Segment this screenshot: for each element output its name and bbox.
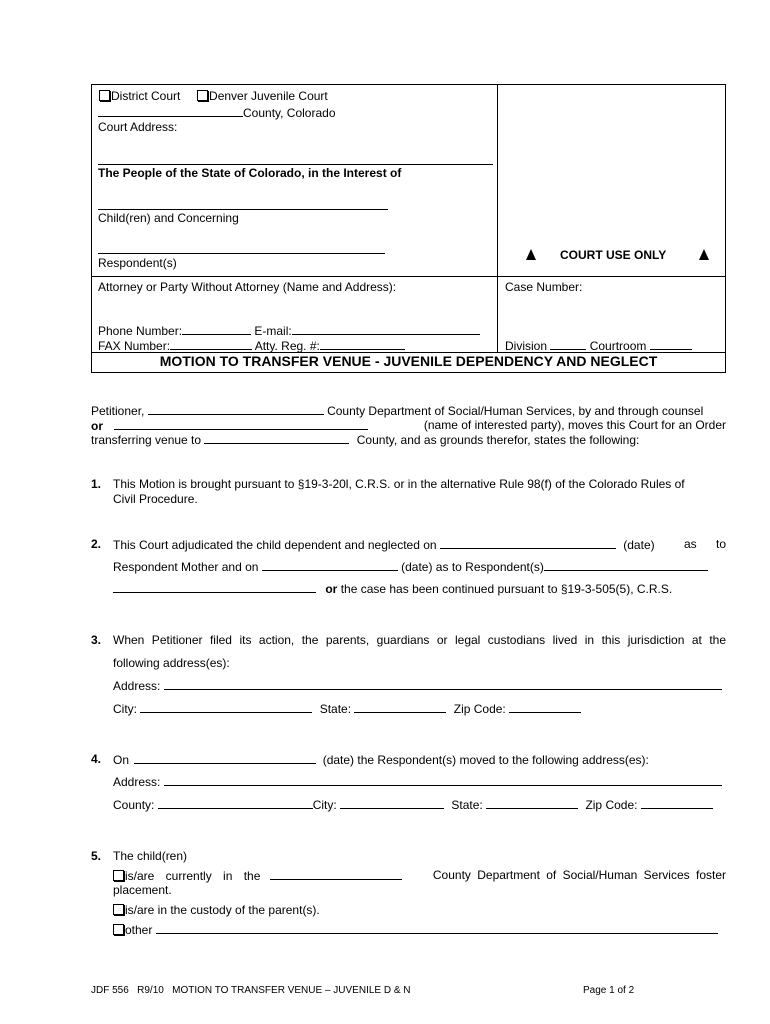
atty-reg-label: Atty. Reg. #:: [254, 339, 320, 353]
item-3-state-blank[interactable]: [354, 701, 446, 713]
court-selection: [99, 89, 328, 103]
item-2-as-label: as: [684, 537, 697, 551]
child-name-blank[interactable]: [98, 209, 388, 210]
respondent-name-blank[interactable]: [98, 253, 385, 254]
foster-county-blank[interactable]: [270, 868, 402, 880]
transfer-county-blank[interactable]: [204, 432, 349, 444]
continued-blank[interactable]: [113, 581, 316, 593]
petitioner-county-blank[interactable]: [148, 403, 324, 415]
item-2-date-b-label: (date) as to Respondent(s): [401, 560, 544, 574]
item-2-date-label: (date): [623, 538, 655, 552]
fax-number-label: FAX Number:: [98, 339, 171, 353]
grounds-label: County, and as grounds therefor, states the following:: [356, 433, 640, 447]
division-label: Division: [505, 339, 548, 353]
item-1-number: 1.: [91, 477, 102, 491]
denver-juvenile-court-label: Denver Juvenile Court: [209, 89, 328, 103]
attorney-label: Attorney or Party Without Attorney (Name and Address):: [98, 280, 397, 294]
item-4-line-a: [113, 752, 649, 767]
respondents-blank[interactable]: [544, 559, 708, 571]
item-3-text-b: following address(es):: [113, 656, 230, 670]
item-1-text-b: Civil Procedure.: [113, 492, 198, 506]
move-date-blank[interactable]: [134, 752, 316, 764]
document-title: MOTION TO TRANSFER VENUE - JUVENILE DEPENDENCY AND NEGLECT: [159, 353, 658, 369]
item-4-number: 4.: [91, 752, 102, 766]
item-4-text: (date) the Respondent(s) moved to the following address(es):: [322, 753, 649, 767]
foster-county-dept-label: County Department of Social/Human Services foster: [432, 868, 726, 882]
item-4-state-blank[interactable]: [486, 797, 578, 809]
intro-line-2: [91, 418, 726, 433]
item-2-number: 2.: [91, 537, 102, 551]
item-3-city-label: City:: [113, 702, 137, 716]
item-3-address-line: [113, 678, 722, 693]
item-3-city-line: [113, 701, 581, 716]
item-3-zip-label: Zip Code:: [453, 702, 506, 716]
item-2-text-a: This Court adjudicated the child dependent and neglected on: [113, 538, 437, 552]
item-2-text-b: Respondent Mother and on: [113, 560, 259, 574]
interested-party-label: (name of interested party), moves this Court for an Order: [423, 418, 726, 432]
triangle-left-icon: [526, 249, 536, 260]
caption-divider: [497, 84, 498, 352]
fax-atty-line: [98, 338, 405, 353]
item-4-on-label: On: [113, 753, 130, 767]
other-blank[interactable]: [156, 922, 718, 934]
item-4-address-line: [113, 774, 722, 789]
item-5-option-custody: [113, 903, 320, 917]
denver-juvenile-court-checkbox[interactable]: [197, 90, 208, 101]
item-5-option-foster: [113, 868, 726, 883]
item-2-line-c: [113, 581, 672, 596]
fax-number-blank[interactable]: [170, 338, 252, 350]
other-checkbox[interactable]: [113, 924, 124, 935]
item-3-text-a: When Petitioner filed its action, the parents, guardians or legal custodians lived in this jurisdiction at the: [113, 633, 726, 647]
phone-email-line: [98, 323, 480, 338]
custody-label: is/are in the custody of the parent(s).: [125, 903, 320, 917]
item-5-option-other: [113, 922, 718, 937]
county-colorado-label: County, Colorado: [243, 106, 336, 120]
item-4-address-label: Address:: [113, 775, 161, 789]
item-2-or-label: or: [325, 582, 338, 596]
people-of-state-label: The People of the State of Colorado, in the Interest of: [98, 166, 402, 180]
court-address-label: Court Address:: [98, 120, 178, 134]
item-4-address-blank[interactable]: [164, 774, 722, 786]
county-blank[interactable]: [98, 105, 243, 117]
phone-number-blank[interactable]: [182, 323, 251, 335]
phone-number-label: Phone Number:: [98, 324, 183, 338]
item-3-zip-blank[interactable]: [509, 701, 581, 713]
item-5-text: The child(ren): [113, 849, 188, 863]
other-label: other: [125, 923, 153, 937]
caption-hline-1: [91, 276, 726, 277]
item-1-text-a: This Motion is brought pursuant to §19-3-20l, C.R.S. or in the alternative Rule 98(f) of the Colorado Rules of: [113, 477, 685, 491]
intro-line-3: [91, 432, 639, 447]
item-4-zip-label: Zip Code:: [585, 798, 638, 812]
or-label: or: [91, 419, 103, 433]
item-4-state-label: State:: [451, 798, 483, 812]
item-3-city-blank[interactable]: [140, 701, 312, 713]
footer-form-id: JDF 556 R9/10 MOTION TO TRANSFER VENUE – JUVENILE D & N: [91, 985, 411, 996]
triangle-right-icon: [699, 249, 709, 260]
item-2-line-b: [113, 559, 708, 574]
interested-party-blank[interactable]: [114, 418, 368, 430]
case-number-label: Case Number:: [505, 280, 583, 294]
item-4-city-label: City:: [312, 798, 337, 812]
email-blank[interactable]: [292, 323, 480, 335]
district-court-checkbox[interactable]: [99, 90, 110, 101]
item-4-county-blank[interactable]: [158, 797, 313, 809]
item-4-zip-blank[interactable]: [641, 797, 713, 809]
foster-placement-checkbox[interactable]: [113, 870, 124, 881]
atty-reg-blank[interactable]: [320, 338, 405, 350]
courtroom-label: Courtroom: [589, 339, 647, 353]
county-line: [98, 105, 336, 120]
transferring-label: transferring venue to: [91, 433, 202, 447]
item-2-text-c: the case has been continued pursuant to §19-3-505(5), C.R.S.: [340, 582, 673, 596]
is-currently-label: is/are currently in the: [125, 869, 261, 883]
division-blank[interactable]: [550, 338, 586, 350]
children-concerning-label: Child(ren) and Concerning: [98, 211, 239, 225]
mother-date-blank[interactable]: [262, 559, 398, 571]
division-courtroom-line: [505, 338, 692, 353]
petitioner-label: Petitioner,: [91, 404, 145, 418]
item-3-state-label: State:: [319, 702, 352, 716]
item-5-number: 5.: [91, 849, 102, 863]
item-2-to-label: to: [715, 537, 726, 551]
item-3-number: 3.: [91, 633, 102, 647]
courtroom-blank[interactable]: [650, 338, 692, 350]
footer-page-number: Page 1 of 2: [583, 985, 635, 996]
county-dept-label: County Department of Social/Human Services, by and through counsel: [327, 404, 704, 418]
intro-line-1: [91, 403, 703, 418]
item-3-address-blank[interactable]: [164, 678, 722, 690]
item-5-placement-label: placement.: [113, 883, 172, 897]
court-use-only-label: COURT USE ONLY: [560, 248, 667, 262]
court-address-blank[interactable]: [98, 164, 493, 165]
parent-custody-checkbox[interactable]: [113, 904, 124, 915]
district-court-label: District Court: [111, 89, 181, 103]
item-4-city-blank[interactable]: [340, 797, 444, 809]
item-2-line-a: [113, 537, 726, 552]
respondents-label: Respondent(s): [98, 256, 177, 270]
adjudication-date-blank[interactable]: [440, 537, 616, 549]
item-4-county-label: County:: [113, 798, 155, 812]
item-3-address-label: Address:: [113, 679, 161, 693]
item-4-county-line: [113, 797, 713, 812]
email-label: E-mail:: [254, 324, 292, 338]
